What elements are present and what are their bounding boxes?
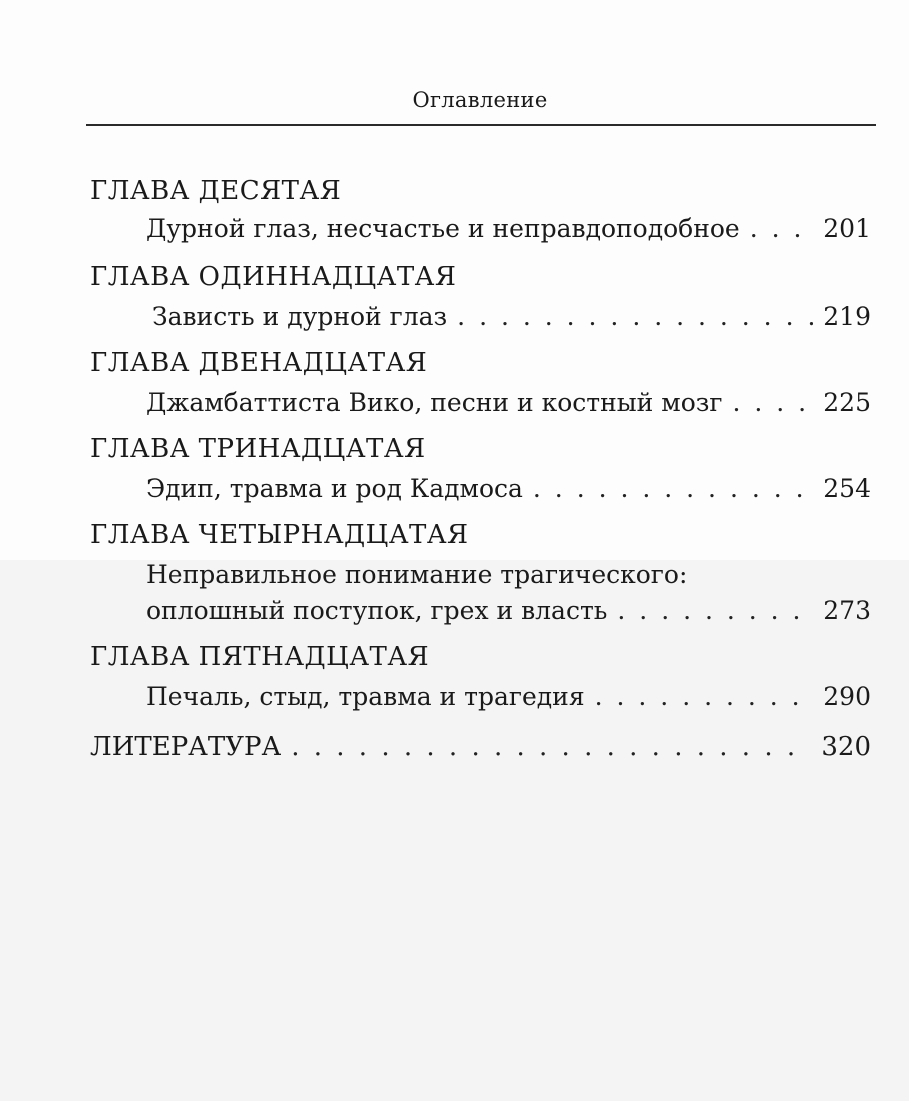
dot-leader xyxy=(291,732,811,762)
entry-title: Джамбаттиста Вико, песни и костный мозг xyxy=(146,388,723,417)
dot-leader xyxy=(733,388,814,417)
entry-title: ЛИТЕРАТУРА xyxy=(90,732,282,762)
page-number: 219 xyxy=(823,302,871,331)
toc-entry[interactable] xyxy=(146,682,871,711)
toc-entry[interactable] xyxy=(146,214,871,243)
page-number: 320 xyxy=(821,732,871,762)
toc-entry[interactable] xyxy=(146,596,871,625)
chapter-heading: ГЛАВА ТРИНАДЦАТАЯ xyxy=(90,434,426,464)
chapter-heading: ГЛАВА ДВЕНАДЦАТАЯ xyxy=(90,348,428,378)
entry-title: Эдип, травма и род Кадмоса xyxy=(146,474,523,503)
chapter-heading: ГЛАВА ЧЕТЫРНАДЦАТАЯ xyxy=(90,520,469,550)
chapter-heading: ГЛАВА ПЯТНАДЦАТАЯ xyxy=(90,642,430,672)
entry-title: Печаль, стыд, травма и трагедия xyxy=(146,682,585,711)
header-rule xyxy=(86,124,876,126)
page-number: 201 xyxy=(823,214,871,243)
dot-leader xyxy=(750,214,814,243)
running-head: Оглавление xyxy=(412,88,548,112)
entry-title: оплошный поступок, грех и власть xyxy=(146,596,608,625)
page-number: 254 xyxy=(823,474,871,503)
page-number: 273 xyxy=(823,596,871,625)
dot-leader xyxy=(533,474,813,503)
page-number: 290 xyxy=(823,682,871,711)
page-number: 225 xyxy=(823,388,871,417)
entry-title: Дурной глаз, несчастье и неправдоподобное xyxy=(146,214,740,243)
dot-leader xyxy=(457,302,813,331)
dot-leader xyxy=(595,682,814,711)
chapter-heading: ГЛАВА ДЕСЯТАЯ xyxy=(90,176,342,206)
chapter-heading: ГЛАВА ОДИННАДЦАТАЯ xyxy=(90,262,457,292)
toc-entry[interactable] xyxy=(146,388,871,417)
toc-entry[interactable] xyxy=(146,474,871,503)
entry-title-line1[interactable]: Неправильное понимание трагического: xyxy=(146,560,688,589)
toc-entry[interactable] xyxy=(152,302,871,331)
toc-entry-literature[interactable] xyxy=(90,732,871,762)
dot-leader xyxy=(617,596,813,625)
entry-title: Зависть и дурной глаз xyxy=(152,302,448,331)
